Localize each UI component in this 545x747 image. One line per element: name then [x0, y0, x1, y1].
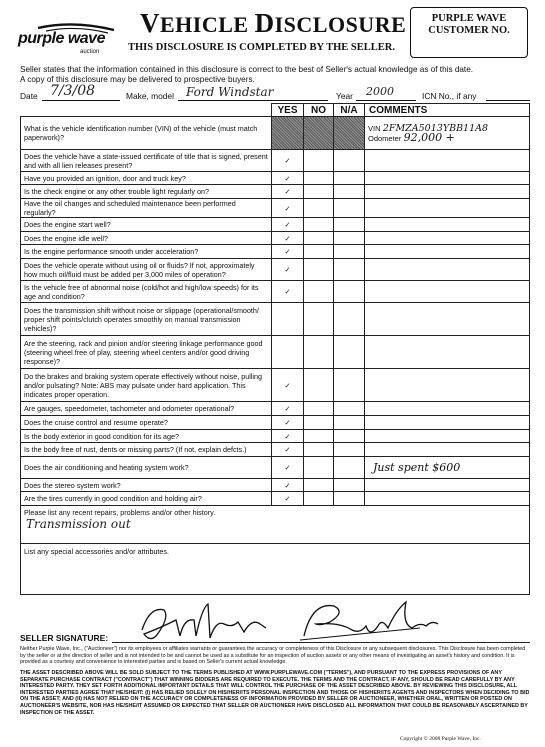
- answer-yes-cell[interactable]: ✓: [272, 150, 304, 172]
- answer-na-cell[interactable]: [334, 336, 365, 369]
- comment-cell[interactable]: [365, 172, 530, 185]
- answer-no-cell[interactable]: [304, 402, 334, 416]
- seller-signature-label: SELLER SIGNATURE:: [20, 633, 109, 643]
- answer-na-cell[interactable]: [334, 245, 365, 259]
- date-value[interactable]: 7/3/08: [50, 83, 96, 99]
- comment-cell[interactable]: [365, 492, 530, 506]
- terms-text: THE ASSET DESCRIBED ABOVE WILL BE SOLD SUBJECT TO THE TERMS PUBLISHED AT WWW.PURPLEWAVE.COM ("TERMS"), AND PURSUANT TO THE EXPRESS PROVISIONS OF ANY SEPARATE PURCHASE CONTRACT ("CONTRACT") THAT WINNING BIDDERS ARE REQUIRED TO EXECUTE. THE TERMS AND THE CONTRACT, IF ANY, SHOULD BE READ CAREFULLY BY ANY INTERESTED PARTY. THEY SET FORTH ADDITIONAL IMPORTANT DETAILS THAT WILL CONTROL THE PURCHASE OF THE ASSET DESCRIBED ABOVE. BY REVIEWING THIS DISCLOSURE, ALL INTERESTED PARTIES AGREE THAT HE/SHE/IT: (I) HAS RELIED SOLELY ON HIS/HER/ITS PERSONAL INSPECTION AND THOSE OF HIS/HER/ITS AGENTS AND INSPECTORS WHEN DECIDING TO BID ON THE ASSET; AND (II) HAS NOT RELIED ON THE ACCURACY OR COMPLETENESS OF INFORMATION PROVIDED BY SELLER OR AUCTIONEER, WHETHER ORAL, WRITTEN OR POSTED ON AUCTIONEER'S WEBSITE, NOR HAS HE/SHE/IT ASSUMED OR EXPECTED THAT SELLER OR AUCTIONEER HAVE DISCLOSED ALL INFORMATION THAT COULD BE REASONABLY ASCERTAINED BY INSPECTION OF THE ASSET.: [20, 670, 530, 716]
- answer-no-cell[interactable]: [304, 492, 334, 506]
- table-row: [21, 416, 530, 430]
- answer-na-cell[interactable]: [334, 430, 365, 443]
- table-row: [21, 185, 530, 199]
- answer-no-cell[interactable]: [304, 336, 334, 369]
- comment-cell[interactable]: [365, 402, 530, 416]
- answer-na-cell[interactable]: [334, 232, 365, 245]
- table-row: [21, 232, 530, 245]
- answer-na-cell[interactable]: [334, 172, 365, 185]
- table-row: [21, 281, 530, 303]
- header-yes: YES: [272, 104, 304, 117]
- answer-yes-cell[interactable]: [272, 336, 304, 369]
- vin-value[interactable]: 2FMZA5013YBB11A8: [382, 122, 489, 134]
- comment-cell[interactable]: [365, 336, 530, 369]
- answer-no-cell[interactable]: [304, 303, 334, 336]
- answer-yes-cell[interactable]: ✓: [272, 416, 304, 430]
- question-text: What is the vehicle identification number (VIN) of the vehicle (must match paperwork)?: [21, 117, 272, 150]
- table-row: [21, 402, 530, 416]
- form-subtitle: THIS DISCLOSURE IS COMPLETED BY THE SELLER.: [128, 42, 395, 53]
- table-row: [21, 199, 530, 218]
- answer-na-cell[interactable]: [334, 479, 365, 492]
- comment-cell[interactable]: [365, 259, 530, 281]
- comment-cell[interactable]: [365, 369, 530, 402]
- header-na: N/A: [334, 104, 365, 117]
- question-text: Is the vehicle free of abnormal noise (cold/hot and high/low speeds) for its age and condition?: [21, 281, 272, 303]
- table-row: [21, 430, 530, 443]
- comment-cell[interactable]: [365, 281, 530, 303]
- header-blank: [21, 104, 272, 117]
- repairs-label: Please list any recent repairs, problems and/or other history.: [24, 508, 216, 517]
- question-text: Have you provided an ignition, door and truck key?: [21, 172, 272, 185]
- form-title: [140, 8, 406, 39]
- copyright: Copyright © 2008 Purple Wave, Inc.: [400, 736, 481, 742]
- disclosure-table: [20, 103, 530, 595]
- answer-yes-cell[interactable]: ✓: [272, 369, 304, 402]
- answer-na-cell[interactable]: [334, 369, 365, 402]
- make-underline: [178, 100, 328, 101]
- date-line: [20, 83, 530, 102]
- answer-na-cell[interactable]: [334, 443, 365, 457]
- question-text: Does the engine start well?: [21, 218, 272, 232]
- comment-cell[interactable]: [365, 199, 530, 218]
- answer-yes-cell[interactable]: [272, 303, 304, 336]
- table-row: [21, 369, 530, 402]
- comment-cell[interactable]: [365, 416, 530, 430]
- table-row: [21, 443, 530, 457]
- answer-na-cell[interactable]: [334, 218, 365, 232]
- answer-yes-cell[interactable]: ✓: [272, 479, 304, 492]
- comment-cell[interactable]: Just spent $600: [365, 457, 530, 479]
- question-text: Is the body free of rust, dents or missing parts? (If not, explain defcts.): [21, 443, 272, 457]
- answer-no-cell[interactable]: [304, 430, 334, 443]
- table-row: [21, 479, 530, 492]
- answer-yes-cell[interactable]: ✓: [272, 218, 304, 232]
- make-label: Make, model: [126, 91, 174, 101]
- icn-underline: [486, 100, 530, 101]
- answer-yes-cell[interactable]: ✓: [272, 232, 304, 245]
- odometer-value[interactable]: 92,000 +: [403, 130, 455, 144]
- answer-yes-cell[interactable]: ✓: [272, 281, 304, 303]
- disclaimer-text: Neither Purple Wave, Inc., ("Auctioneer") nor its employees or affiliates warrants or guarantees the accuracy or completeness of this Disclosure or any subsequent disclosures. This Disclosure has been completed by the seller or at the direction of seller and is not intended to be and cannot be used as a substitute for an inspection of auction assets or any other means of investigating an asset's history and condition. It is provided as a courtesy and convenience to interested parties and is based on Seller's current actual knowledge.: [20, 646, 526, 666]
- answer-no-cell[interactable]: [304, 457, 334, 479]
- answer-no-cell[interactable]: [304, 369, 334, 402]
- question-text: Does the transmission shift without noise or slippage (operational/smooth/ proper shift points/clutch operates smoothly on manual transmission vehicles)?: [21, 303, 272, 336]
- answer-yes-cell[interactable]: ✓: [272, 259, 304, 281]
- date-underline: [42, 100, 120, 101]
- question-text: Does the engine idle well?: [21, 232, 272, 245]
- answer-yes-cell[interactable]: ✓: [272, 185, 304, 199]
- title-rest-1: EHICLE: [160, 12, 255, 37]
- purple-wave-logo: [18, 22, 128, 58]
- repairs-row: [21, 506, 530, 544]
- answer-no-cell[interactable]: [304, 185, 334, 199]
- answer-yes-cell[interactable]: ✓: [272, 402, 304, 416]
- answer-yes-cell[interactable]: ✓: [272, 457, 304, 479]
- question-text: Is the check engine or any other trouble light regularly on?: [21, 185, 272, 199]
- question-text: Are the steering, rack and pinion and/or steering linkage performance good (steering wheel free of play, steering wheel centers and/or good driving response)?: [21, 336, 272, 369]
- answer-no-cell[interactable]: [304, 245, 334, 259]
- accessories-label: List any special accessories and/or attributes.: [24, 547, 170, 556]
- repairs-cell[interactable]: [21, 506, 530, 544]
- make-value[interactable]: Ford Windstar: [186, 85, 274, 99]
- answer-na-cell[interactable]: [334, 199, 365, 218]
- intro-line2: A copy of this disclosure may be delivered to prospective buyers.: [20, 75, 255, 84]
- answer-na-cell[interactable]: [334, 259, 365, 281]
- year-label: Year: [336, 91, 353, 101]
- answer-no-cell[interactable]: [304, 218, 334, 232]
- question-text: Do the brakes and braking system operate effectively without noise, pulling and/or pulsating? Note: ABS may pulsate under hard application. This indicates proper operation.: [21, 369, 272, 402]
- customer-number-box[interactable]: [410, 7, 528, 58]
- table-row: [21, 259, 530, 281]
- vin-label: VIN: [368, 123, 381, 133]
- question-text: Does the vehicle have a state-issued certificate of title that is signed, present and with all lien releases present?: [21, 150, 272, 172]
- title-rest-2: ISCLOSURE: [274, 12, 407, 37]
- question-text: Are gauges, speedometer, tachometer and odometer operational?: [21, 402, 272, 416]
- answer-na-cell[interactable]: [334, 150, 365, 172]
- accessories-row: [21, 544, 530, 595]
- table-row: [21, 303, 530, 336]
- custbox-line2: CUSTOMER NO.: [428, 25, 510, 36]
- table-header-row: [21, 104, 530, 117]
- year-value[interactable]: 2000: [366, 85, 394, 98]
- date-label: Date: [20, 91, 38, 101]
- comment-cell[interactable]: [365, 232, 530, 245]
- title-initial: V: [140, 8, 160, 38]
- answer-na-cell[interactable]: [334, 402, 365, 416]
- answer-no-cell[interactable]: [304, 443, 334, 457]
- question-text: Does the air conditioning and heating system work?: [21, 457, 272, 479]
- odometer-row: [368, 130, 526, 144]
- answer-yes-cell[interactable]: ✓: [272, 172, 304, 185]
- repairs-value[interactable]: Transmission out: [26, 517, 131, 531]
- comment-cell[interactable]: [365, 185, 530, 199]
- comment-cell[interactable]: [365, 479, 530, 492]
- answer-no-cell[interactable]: [304, 150, 334, 172]
- answer-no-cell[interactable]: [304, 416, 334, 430]
- table-row: [21, 245, 530, 259]
- answer-no-cell[interactable]: [304, 259, 334, 281]
- answer-na-cell[interactable]: [334, 281, 365, 303]
- title-initial-2: D: [254, 8, 275, 38]
- answer-na-cell[interactable]: [334, 185, 365, 199]
- answer-yes-cell[interactable]: ✓: [272, 199, 304, 218]
- table-row: [21, 492, 530, 506]
- comment-cell[interactable]: [365, 443, 530, 457]
- shaded-cell: [272, 117, 304, 150]
- odometer-label: Odometer: [368, 133, 402, 143]
- answer-yes-cell[interactable]: ✓: [272, 245, 304, 259]
- header-comments: COMMENTS: [365, 104, 530, 117]
- answer-no-cell[interactable]: [304, 232, 334, 245]
- question-text: Does the vehicle operate without using oil or fluids? If not, approximately how much oil/fluid must be added per 3,000 miles of operation?: [21, 259, 272, 281]
- question-text: Are the tires currently in good condition and holding air?: [21, 492, 272, 506]
- accessories-cell[interactable]: [21, 544, 530, 595]
- answer-no-cell[interactable]: [304, 479, 334, 492]
- question-text: Is the engine performance smooth under acceleration?: [21, 245, 272, 259]
- custbox-line1: PURPLE WAVE: [431, 13, 507, 24]
- comment-cell[interactable]: [365, 430, 530, 443]
- answer-no-cell[interactable]: [304, 172, 334, 185]
- logo-word: purple wave: [18, 30, 105, 47]
- answer-no-cell[interactable]: [304, 199, 334, 218]
- shaded-cell: [304, 117, 334, 150]
- comment-cell[interactable]: [365, 303, 530, 336]
- header-no: NO: [304, 104, 334, 117]
- vin-cell[interactable]: [365, 117, 530, 150]
- shaded-cell: [334, 117, 365, 150]
- year-underline: [356, 100, 416, 101]
- answer-yes-cell[interactable]: ✓: [272, 492, 304, 506]
- question-text: Does the cruise control and resume operate?: [21, 416, 272, 430]
- question-text: Is the body exterior in good condition for its age?: [21, 430, 272, 443]
- answer-na-cell[interactable]: [334, 303, 365, 336]
- icn-label: ICN No., if any: [422, 91, 477, 101]
- comment-cell[interactable]: [365, 150, 530, 172]
- table-row: [21, 150, 530, 172]
- table-row: [21, 218, 530, 232]
- logo-sub: auction: [80, 49, 100, 55]
- intro-line1: Seller states that the information contained in this disclosure is correct to the best of Seller's actual knowledge as of this date.: [20, 65, 474, 74]
- table-row: [21, 117, 530, 150]
- answer-na-cell[interactable]: [334, 457, 365, 479]
- table-row: [21, 457, 530, 479]
- table-row: [21, 172, 530, 185]
- answer-na-cell[interactable]: [334, 492, 365, 506]
- comment-cell[interactable]: [365, 218, 530, 232]
- answer-no-cell[interactable]: [304, 281, 334, 303]
- intro-text: [20, 65, 530, 85]
- answer-na-cell[interactable]: [334, 416, 365, 430]
- answer-yes-cell[interactable]: ✓: [272, 443, 304, 457]
- question-text: Does the stereo system work?: [21, 479, 272, 492]
- question-text: Have the oil changes and scheduled maintenance been performed regularly?: [21, 199, 272, 218]
- answer-yes-cell[interactable]: ✓: [272, 430, 304, 443]
- seller-signature-icon[interactable]: [120, 598, 450, 644]
- comment-cell[interactable]: [365, 245, 530, 259]
- table-row: [21, 336, 530, 369]
